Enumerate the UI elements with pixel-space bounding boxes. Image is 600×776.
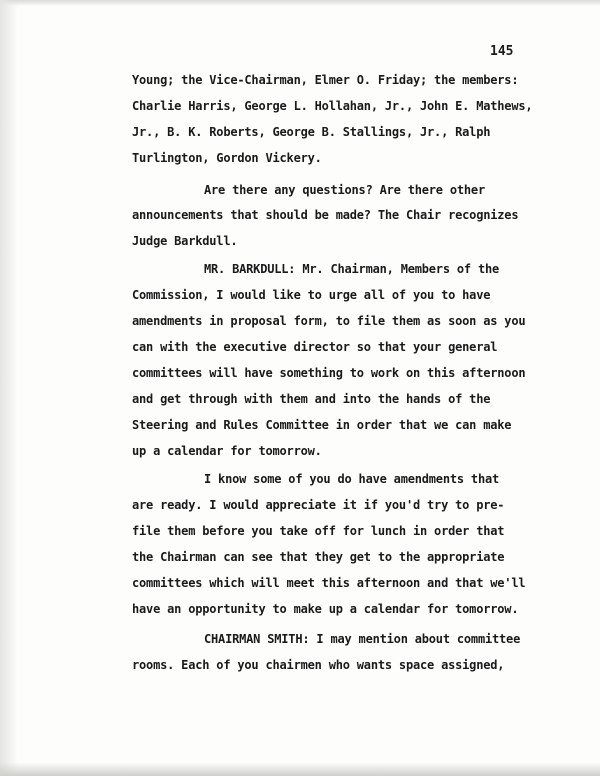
text-line: announcements that should be made? The Chair recognizes: [132, 208, 519, 222]
text-line: committees will have something to work on this afternoon: [132, 366, 526, 380]
text-line: have an opportunity to make up a calendar for tomorrow.: [132, 602, 519, 616]
page-number: 145: [490, 44, 514, 59]
text-line: Commission, I would like to urge all of you to have: [132, 288, 491, 302]
text-line: can with the executive director so that your general: [132, 340, 498, 354]
text-line: I know some of you do have amendments that: [204, 472, 500, 486]
text-line: the Chairman can see that they get to the appropriate: [132, 550, 505, 564]
text-line: CHAIRMAN SMITH: I may mention about committee: [204, 632, 521, 646]
text-line: file them before you take off for lunch in order that: [132, 524, 505, 538]
text-line: Charlie Harris, George L. Hollahan, Jr., John E. Mathews,: [132, 99, 533, 113]
text-line: and get through with them and into the hands of the: [132, 392, 491, 406]
text-line: MR. BARKDULL: Mr. Chairman, Members of the: [204, 262, 500, 276]
text-line: are ready. I would appreciate it if you'd try to pre-: [132, 498, 505, 512]
text-line: up a calendar for tomorrow.: [132, 444, 322, 458]
text-line: committees which will meet this afternoon and that we'll: [132, 576, 526, 590]
scan-edge-left: [0, 0, 18, 776]
text-line: Jr., B. K. Roberts, George B. Stallings, Jr., Ralph: [132, 125, 491, 139]
scan-edge-bottom: [0, 762, 600, 776]
text-line: Judge Barkdull.: [132, 234, 238, 248]
text-line: Steering and Rules Committee in order that we can make: [132, 418, 512, 432]
text-line: Turlington, Gordon Vickery.: [132, 151, 322, 165]
text-line: amendments in proposal form, to file them as soon as you: [132, 314, 526, 328]
text-line: Young; the Vice-Chairman, Elmer O. Friday; the members:: [132, 73, 519, 87]
scan-edge-top: [0, 0, 600, 6]
text-line: rooms. Each of you chairmen who wants space assigned,: [132, 658, 505, 672]
text-line: Are there any questions? Are there other: [204, 183, 485, 197]
